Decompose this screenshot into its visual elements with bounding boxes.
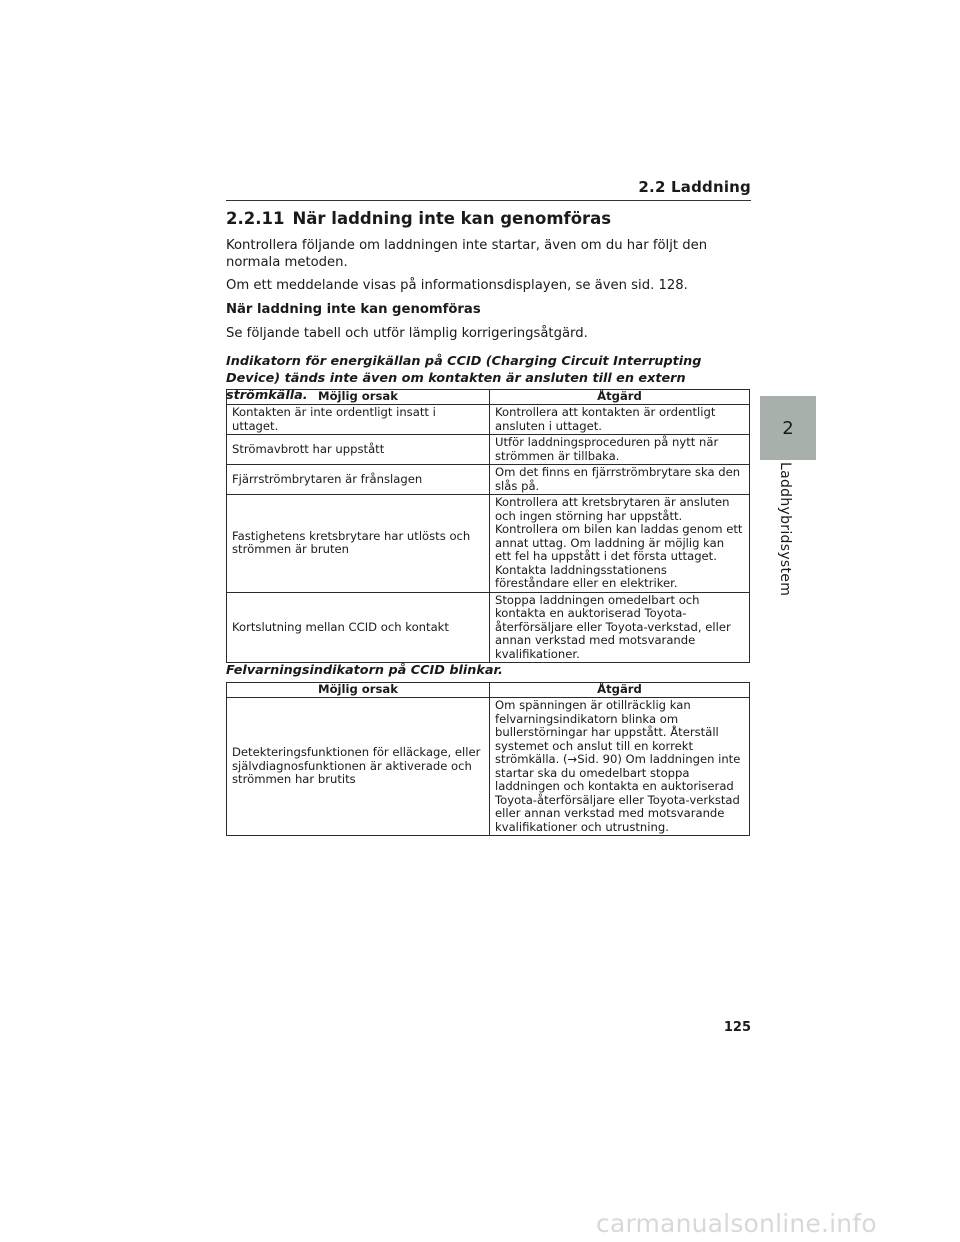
header-action: Åtgärd: [490, 390, 750, 405]
table-row: [227, 495, 750, 593]
table-row: [227, 698, 750, 836]
section-number: 2.2.11: [226, 209, 285, 228]
table-row: [227, 435, 750, 465]
troubleshooting-table-2: [226, 682, 750, 836]
watermark: carmanualsonline.info: [596, 1209, 877, 1238]
cause-cell: Fastighetens kretsbrytare har utlösts och strömmen är bruten: [227, 495, 490, 593]
action-cell: Om spänningen är otillräcklig kan felvarningsindikatorn blinka om bullerstörningar har uppstått. Återställ systemet och anslut till en korrekt strömkälla. (→Sid. 90) Om laddningen inte startar ska du omedelbart stoppa laddningen och kontakta en auktoriserad Toyota-återförsäljare eller Toyota-verkstad eller annan verkstad med motsvarande kvalifikationer och utrustning.: [490, 698, 750, 836]
table2-caption: Felvarningsindikatorn på CCID blinkar.: [226, 663, 503, 678]
cause-cell: Kontakten är inte ordentligt insatt i uttaget.: [227, 405, 490, 435]
section-title: [226, 209, 611, 228]
action-cell: Kontrollera att kretsbrytaren är ansluten och ingen störning har uppstått. Kontrollera om bilen kan laddas genom ett annat uttag. Om laddning är möjlig kan ett fel ha uppstått i det första uttaget. Kontakta laddningsstationens föreståndare eller en elektriker.: [490, 495, 750, 593]
intro-paragraph: Kontrollera följande om laddningen inte startar, även om du har följt den normala metoden.: [226, 238, 708, 270]
cause-cell: Kortslutning mellan CCID och kontakt: [227, 592, 490, 663]
action-cell: Om det finns en fjärrströmbrytare ska den slås på.: [490, 465, 750, 495]
table-header-row: [227, 683, 750, 698]
cause-cell: Strömavbrott har uppstått: [227, 435, 490, 465]
display-reference-paragraph: Om ett meddelande visas på informationsdisplayen, se även sid. 128.: [226, 278, 688, 293]
cause-cell: Detekteringsfunktionen för elläckage, eller självdiagnosfunktionen är aktiverade och strömmen har brutits: [227, 698, 490, 836]
running-head: 2.2 Laddning: [638, 178, 751, 196]
table-header-row: [227, 390, 750, 405]
section-title-text: När laddning inte kan genomföras: [292, 209, 612, 228]
table-row: [227, 592, 750, 663]
instruction-paragraph: Se följande tabell och utför lämplig korrigeringsåtgärd.: [226, 326, 588, 341]
header-cause: Möjlig orsak: [227, 390, 490, 405]
table-row: [227, 465, 750, 495]
action-cell: Utför laddningsproceduren på nytt när strömmen är tillbaka.: [490, 435, 750, 465]
subheading: När laddning inte kan genomföras: [226, 302, 481, 317]
chapter-label: Laddhybridsystem: [777, 462, 793, 597]
action-cell: Stoppa laddningen omedelbart och kontakta en auktoriserad Toyota-återförsäljare eller Toyota-verkstad, eller annan verkstad med motsvarande kvalifikationer.: [490, 592, 750, 663]
cause-cell: Fjärrströmbrytaren är frånslagen: [227, 465, 490, 495]
page-number: 125: [723, 1020, 751, 1035]
header-rule: [226, 200, 751, 201]
table-row: [227, 405, 750, 435]
header-cause: Möjlig orsak: [227, 683, 490, 698]
header-action: Åtgärd: [490, 683, 750, 698]
troubleshooting-table-1: [226, 389, 750, 663]
chapter-number: 2: [782, 418, 794, 439]
table1-caption: Indikatorn för energikällan på CCID (Charging Circuit Interrupting Device) tänds inte även om kontakten är ansluten till en extern strömkälla.: [226, 354, 702, 403]
action-cell: Kontrollera att kontakten är ordentligt ansluten i uttaget.: [490, 405, 750, 435]
